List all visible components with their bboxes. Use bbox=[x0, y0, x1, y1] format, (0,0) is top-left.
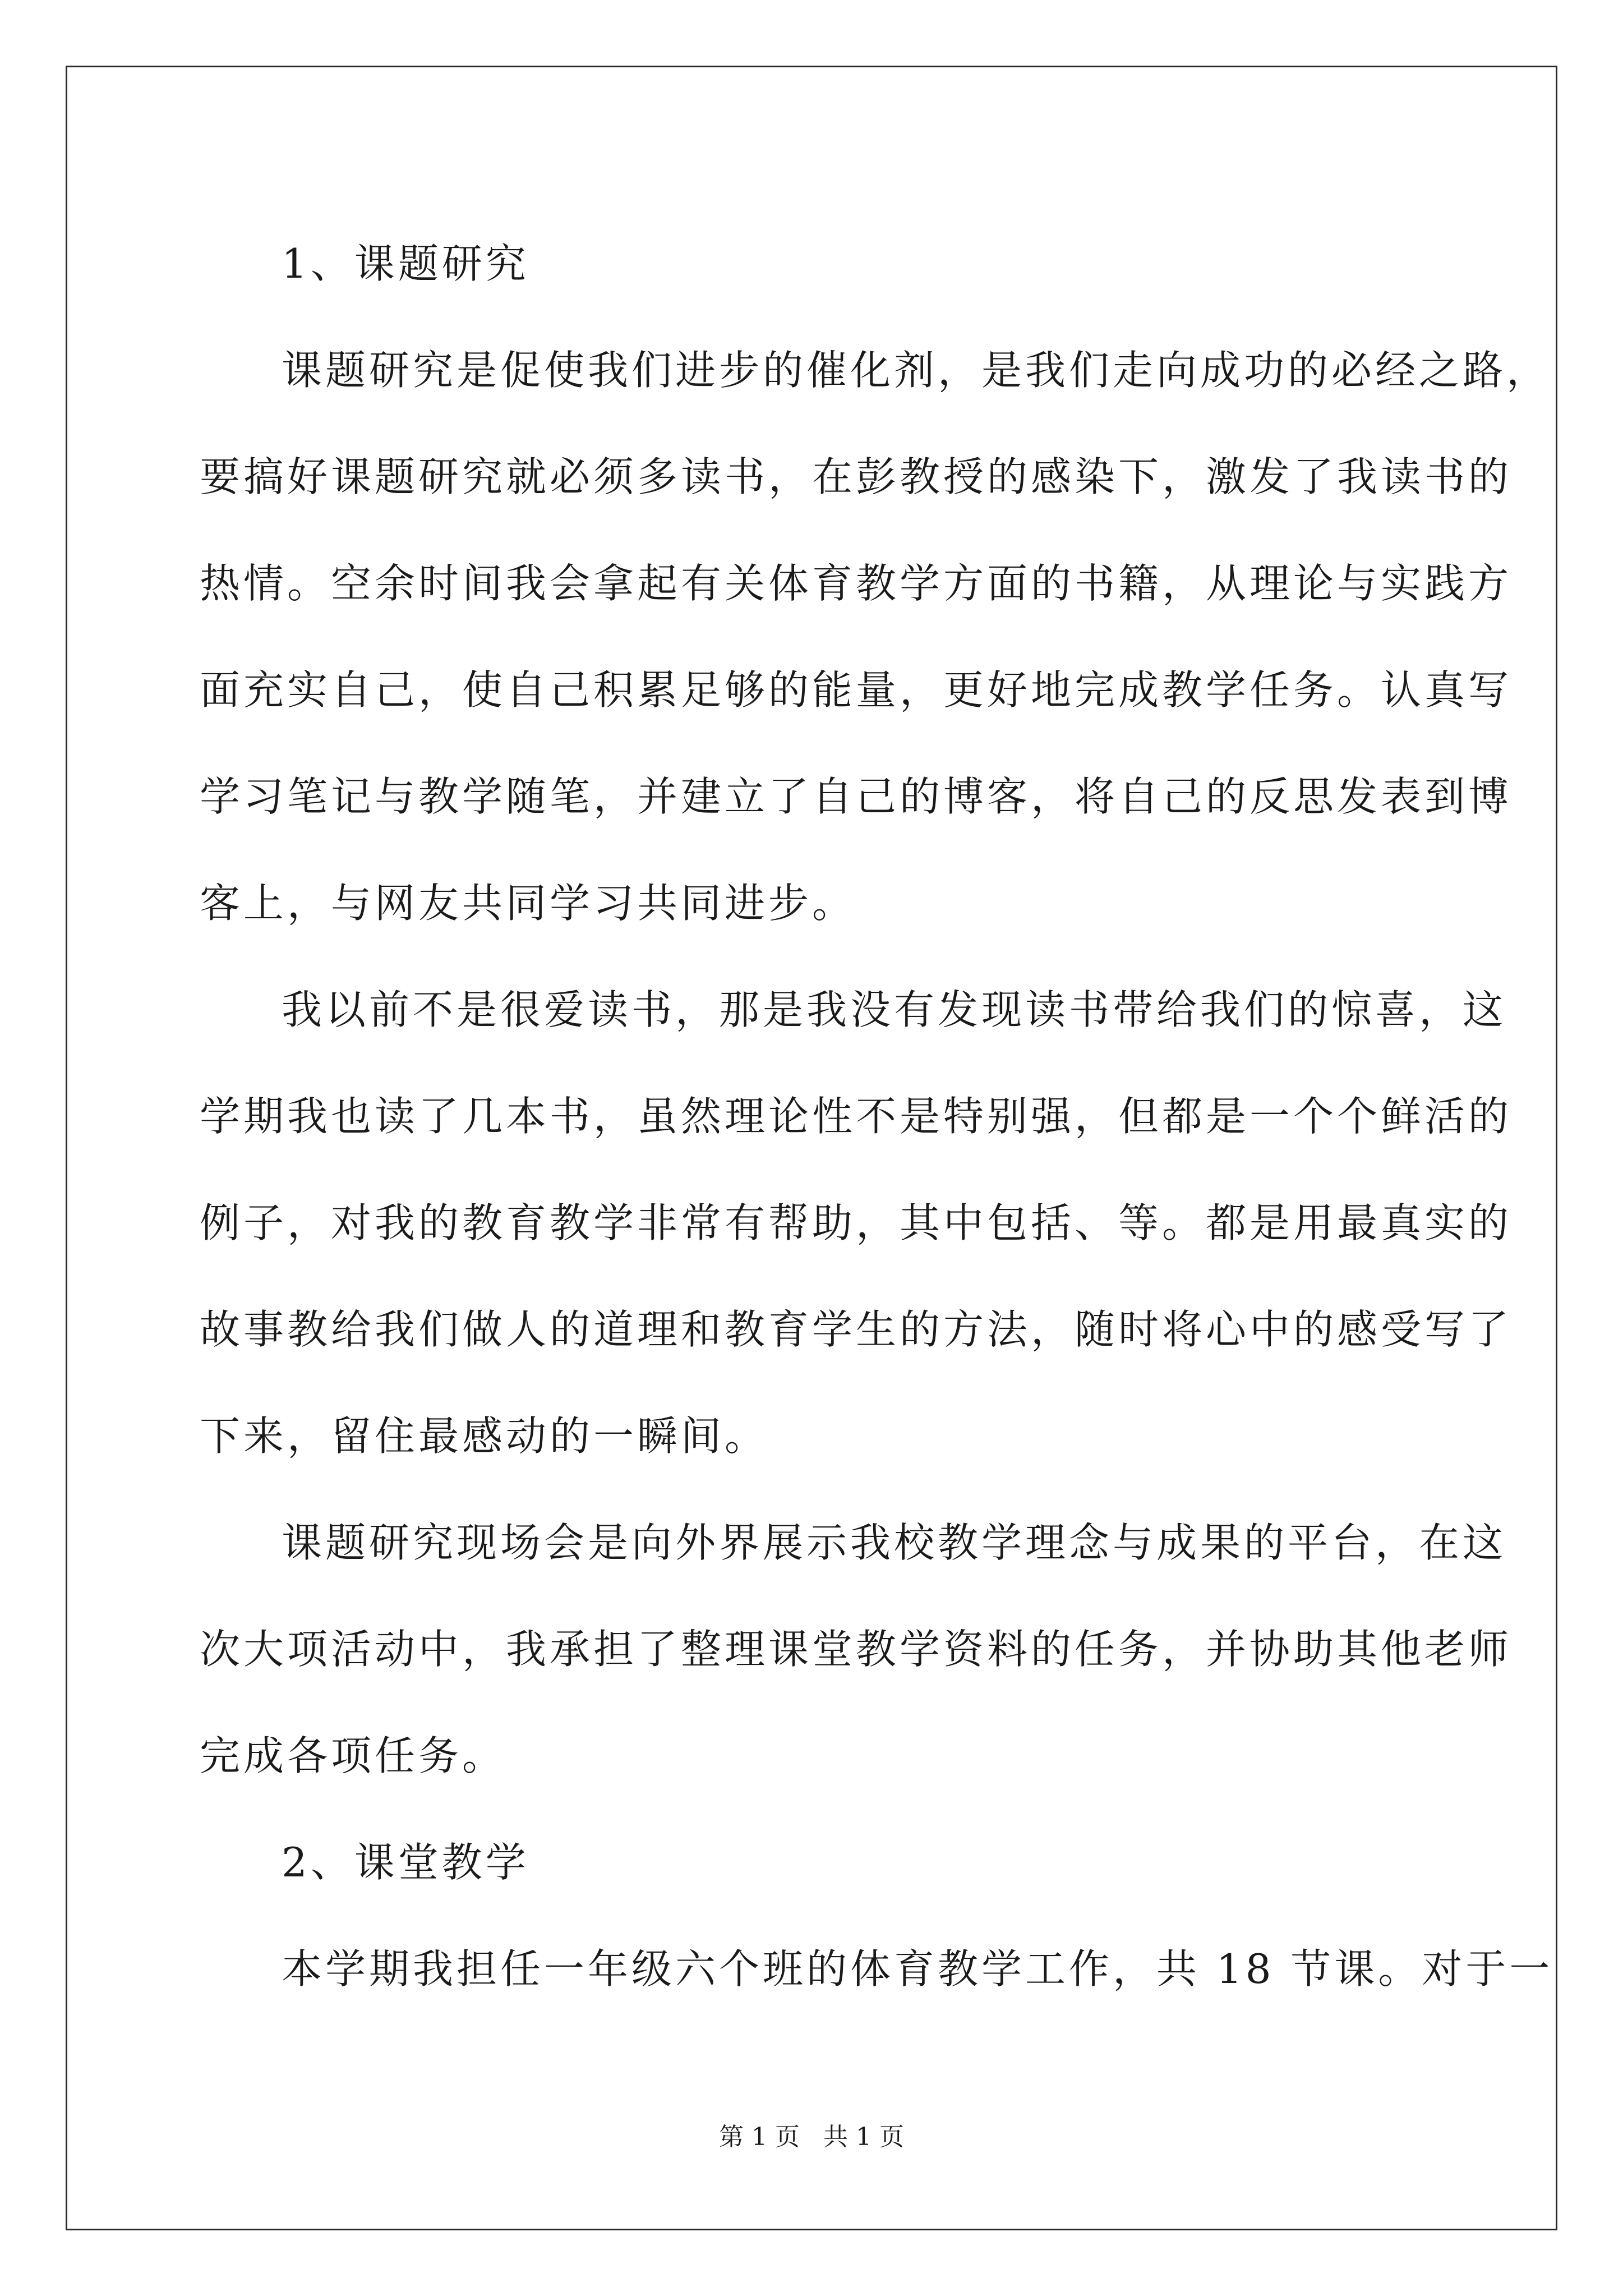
section-heading: 2、课堂教学 bbox=[282, 1839, 529, 1886]
paragraph-line: 热情。空余时间我会拿起有关体育教学方面的书籍，从理论与实践方 bbox=[200, 560, 1513, 607]
paragraph bbox=[200, 317, 1551, 956]
paragraph-line: 下来，留住最感动的一瞬间。 bbox=[200, 1412, 769, 1460]
paragraph-line: 课题研究是促使我们进步的催化剂，是我们走向成功的必经之路， bbox=[282, 347, 1551, 394]
section-heading: 1、课题研究 bbox=[282, 240, 529, 287]
paragraph bbox=[200, 1489, 1513, 1809]
paragraph-line: 完成各项任务。 bbox=[200, 1732, 506, 1779]
paragraph-line: 要搞好课题研究就必须多读书，在彭教授的感染下，激发了我读书的 bbox=[200, 453, 1513, 500]
paragraph-line: 面充实自己，使自己积累足够的能量，更好地完成教学任务。认真写 bbox=[200, 666, 1513, 714]
paragraph-line: 本学期我担任一年级六个班的体育教学工作，共 18 节课。对于一 bbox=[282, 1945, 1553, 1993]
paragraph-line: 课题研究现场会是向外界展示我校教学理念与成果的平台，在这 bbox=[282, 1519, 1507, 1566]
paragraph bbox=[200, 956, 1513, 1489]
paragraph-line: 客上，与网友共同学习共同进步。 bbox=[200, 880, 856, 927]
paragraph-line: 故事教给我们做人的道理和教育学生的方法，随时将心中的感受写了 bbox=[200, 1306, 1513, 1353]
paragraph-line: 次大项活动中，我承担了整理课堂教学资料的任务，并协助其他老师 bbox=[200, 1626, 1513, 1673]
paragraph bbox=[200, 1916, 1553, 2022]
page-footer: 第 1 页 共 1 页 bbox=[719, 2123, 904, 2151]
paragraph-line: 例子，对我的教育教学非常有帮助，其中包括、等。都是用最真实的 bbox=[200, 1199, 1513, 1246]
paragraph-line: 我以前不是很爱读书，那是我没有发现读书带给我们的惊喜，这 bbox=[282, 986, 1507, 1033]
paragraph-line: 学期我也读了几本书，虽然理论性不是特别强，但都是一个个鲜活的 bbox=[200, 1093, 1513, 1140]
paragraph-line: 学习笔记与教学随笔，并建立了自己的博客，将自己的反思发表到博 bbox=[200, 773, 1513, 820]
document-body bbox=[200, 210, 1553, 2022]
